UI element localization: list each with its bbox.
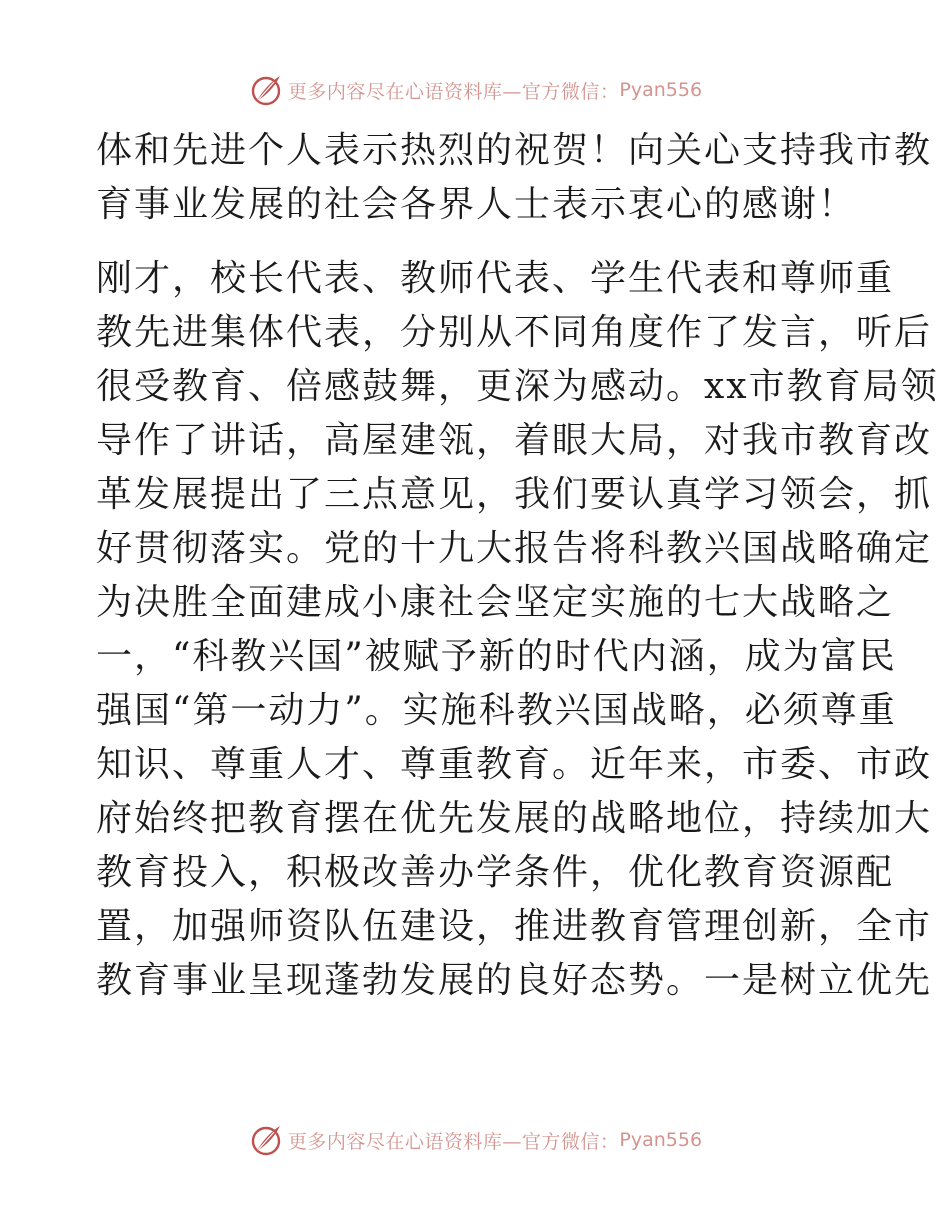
text-line: 刚才，校长代表、教师代表、学生代表和尊师重: [96, 258, 895, 299]
banner-text: 更多内容尽在心语资料库—官方微信：: [287, 1130, 620, 1153]
text-line: 教先进集体代表，分别从不同角度作了发言，听后: [96, 312, 933, 353]
text-line: 府始终把教育摆在优先发展的战略地位，持续加大: [96, 798, 933, 839]
banner-wechat-id: Pyan556: [619, 79, 703, 101]
text-line: 体和先进个人表示热烈的祝贺！向关心支持我市教: [96, 130, 933, 171]
footer-banner: [0, 1120, 950, 1160]
text-line: 置，加强师资队伍建设，推进教育管理创新，全市: [96, 906, 933, 947]
paragraph-1: [96, 124, 933, 232]
text-line: 强国“第一动力”。实施科教兴国战略，必须尊重: [96, 690, 897, 731]
feather-pen-circle-icon: [248, 72, 284, 108]
banner-wechat-id: Pyan556: [619, 1129, 703, 1151]
text-line: 为决胜全面建成小康社会坚定实施的七大战略之: [96, 582, 895, 623]
text-line: 导作了讲话，高屋建瓴，着眼大局，对我市教育改: [96, 420, 933, 461]
text-line: 知识、尊重人才、尊重教育。近年来，市委、市政: [96, 744, 933, 785]
text-line: 一，“科教兴国”被赋予新的时代内涵，成为富民: [96, 636, 897, 677]
feather-pen-circle-icon: [248, 1122, 284, 1158]
text-line: 育事业发展的社会各界人士表示衷心的感谢！: [96, 184, 857, 225]
paragraph-2: [96, 252, 939, 1008]
text-line: 教育事业呈现蓬勃发展的良好态势。一是树立优先: [96, 960, 933, 1001]
header-banner: [0, 70, 950, 110]
text-line: 革发展提出了三点意见，我们要认真学习领会，抓: [96, 474, 933, 515]
banner-text: 更多内容尽在心语资料库—官方微信：: [287, 80, 620, 103]
text-line: 好贯彻落实。党的十九大报告将科教兴国战略确定: [96, 528, 933, 569]
text-line: 很受教育、倍感鼓舞，更深为感动。xx市教育局领: [96, 366, 939, 407]
text-line: 教育投入，积极改善办学条件，优化教育资源配: [96, 852, 895, 893]
